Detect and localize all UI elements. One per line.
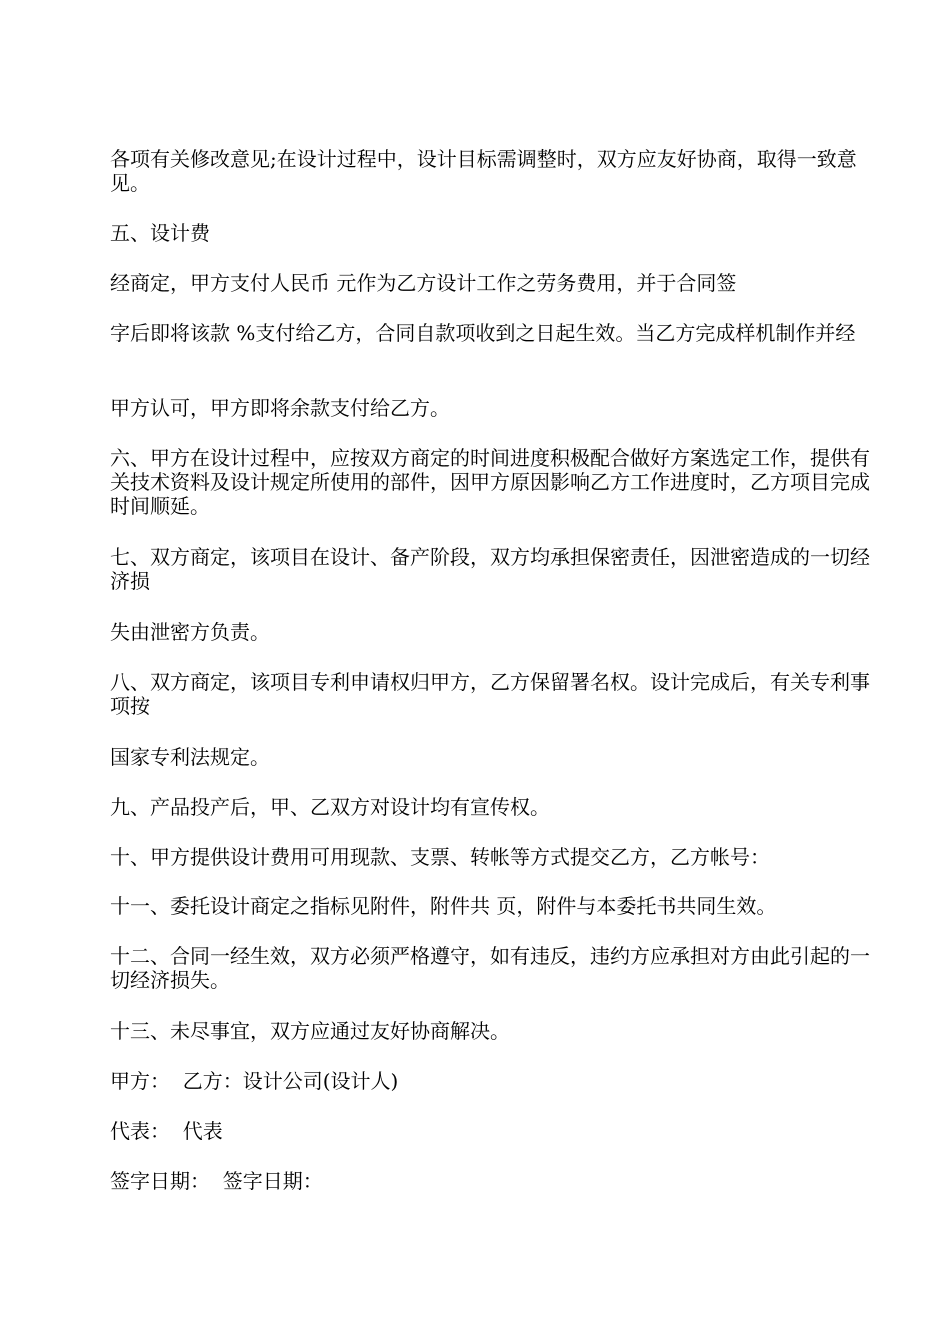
heading-design-fee: 五、设计费: [110, 221, 210, 245]
clause-eight: 八、双方商定，该项目专利申请权归甲方，乙方保留署名权。设计完成后，有关专利事项按: [110, 670, 870, 718]
clause-eight-continued: 国家专利法规定。: [110, 745, 270, 769]
clause-twelve: 十二、合同一经生效，双方必须严格遵守，如有违反，违约方应承担对方由此引起的一切经济损失。: [110, 944, 870, 992]
clause-six: 六、甲方在设计过程中，应按双方商定的时间进度积极配合做好方案选定工作，提供有关技术资料及设计规定所使用的部件，因甲方原因影响乙方工作进度时，乙方项目完成时间顺延。: [110, 446, 870, 518]
signature-parties: 甲方： 乙方：设计公司(设计人): [110, 1069, 399, 1093]
paragraph-fee-payment: 字后即将该款 %支付给乙方，合同自款项收到之日起生效。当乙方完成样机制作并经: [110, 321, 856, 345]
clause-thirteen: 十三、未尽事宜，双方应通过友好协商解决。: [110, 1019, 510, 1043]
paragraph-fee-balance: 甲方认可，甲方即将余款支付给乙方。: [110, 396, 450, 420]
signature-representatives: 代表： 代表: [110, 1119, 223, 1143]
signature-dates: 签字日期： 签字日期：: [110, 1169, 323, 1193]
clause-seven-continued: 失由泄密方负责。: [110, 620, 270, 644]
clause-seven: 七、双方商定，该项目在设计、备产阶段，双方均承担保密责任，因泄密造成的一切经济损: [110, 545, 870, 593]
clause-nine: 九、产品投产后，甲、乙双方对设计均有宣传权。: [110, 795, 550, 819]
paragraph-fee-amount: 经商定，甲方支付人民币 元作为乙方设计工作之劳务费用，并于合同签: [110, 271, 737, 295]
clause-ten: 十、甲方提供设计费用可用现款、支票、转帐等方式提交乙方，乙方帐号：: [110, 845, 770, 869]
paragraph-revision-opinions: 各项有关修改意见;在设计过程中，设计目标需调整时，双方应友好协商，取得一致意见。: [110, 147, 857, 195]
clause-eleven: 十一、委托设计商定之指标见附件，附件共 页，附件与本委托书共同生效。: [110, 894, 777, 918]
